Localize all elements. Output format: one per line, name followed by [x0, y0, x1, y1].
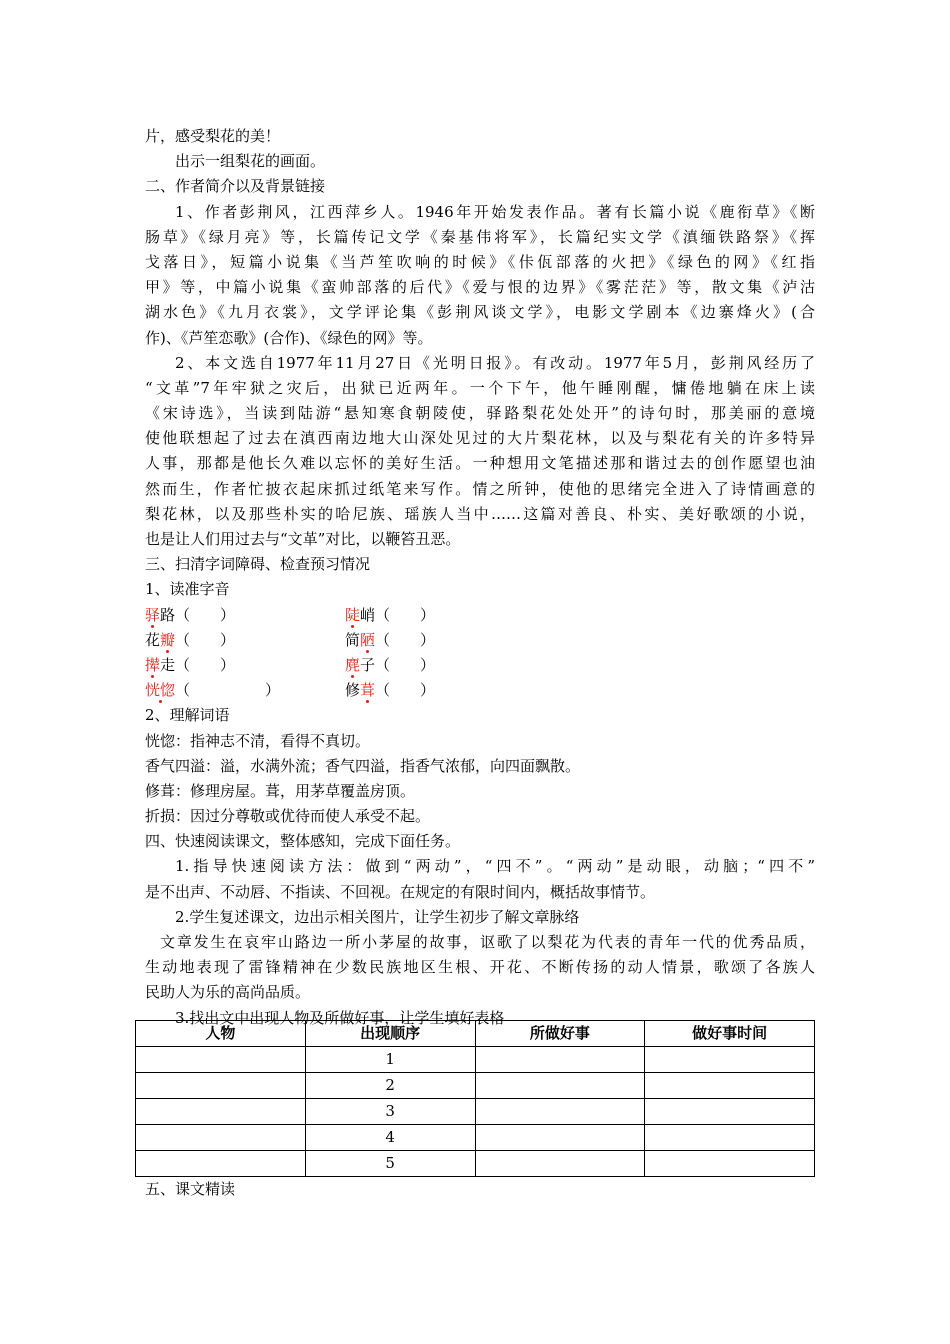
table-cell: 4	[305, 1125, 475, 1151]
text-line: 民助人为乐的高尚品质。	[145, 983, 311, 1002]
table-cell	[136, 1099, 306, 1125]
subsection-heading: 1、读准字音	[145, 580, 230, 599]
text-line: 作)、《芦笙恋歌》(合作)、《绿色的网》等。	[145, 328, 433, 347]
text-line: 香气四溢：溢，水满外流；香气四溢，指香气浓郁，向四面飘散。	[145, 756, 581, 775]
text-line: “文革”7年牢狱之灾后，出狱已近两年。一个下午，他午睡刚醒，慵倦地躺在床上读	[145, 378, 815, 397]
table-cell	[136, 1047, 306, 1073]
text-line: 也是让人们用过去与“文革”对比，以鞭笞丑恶。	[145, 530, 461, 548]
table-cell	[475, 1073, 645, 1099]
table-cell	[136, 1151, 306, 1177]
pronunciation-item: 花瓣（ ）	[145, 630, 236, 649]
subsection-heading: 2、理解词语	[145, 706, 230, 725]
text-line: 文章发生在哀牢山路边一所小茅屋的故事，讴歌了以梨花为代表的青年一代的优秀品质，	[160, 933, 815, 951]
table-cell	[136, 1125, 306, 1151]
text-line: 生动地表现了雷锋精神在少数民族地区生根、开花、不断传扬的动人情景，歌颂了各族人	[145, 958, 815, 977]
text-line: 然而生，作者忙披衣起床抓过纸笔来写作。情之所钟，使他的思绪完全进入了诗情画意的	[145, 479, 815, 498]
document-body	[145, 124, 815, 1031]
section-heading: 三、扫清字词障碍、检查预习情况	[145, 555, 371, 574]
table-cell	[475, 1151, 645, 1177]
text-line: 甲》等，中篇小说集《蛮帅部落的后代》《爱与恨的边界》《雾茫茫》等，散文集《泸沽	[145, 278, 815, 297]
table-row	[136, 1151, 815, 1177]
table-row	[136, 1125, 815, 1151]
text-line: 修葺：修理房屋。葺，用茅草覆盖房顶。	[145, 781, 416, 800]
section-heading: 二、作者简介以及背景链接	[145, 177, 326, 196]
task-table	[135, 1020, 815, 1177]
text-line: 2、本文选自1977年11月27日《光明日报》。有改动。1977年5月，彭荆风经历了	[175, 353, 815, 372]
text-line: 是不出声、不动唇、不指读、不回视。在规定的有限时间内，概括故事情节。	[145, 882, 656, 901]
text-line: 使他联想起了过去在滇西南边地大山深处见过的大片梨花林，以及与梨花有关的许多特异	[145, 429, 815, 448]
table-row	[136, 1073, 815, 1099]
text-line: 片，感受梨花的美！	[145, 127, 281, 145]
table-cell: 5	[305, 1151, 475, 1177]
table-cell	[645, 1047, 815, 1073]
table-cell	[645, 1099, 815, 1125]
table-cell	[645, 1151, 815, 1177]
pronunciation-item: 恍惚（ ）	[145, 681, 281, 700]
table-cell	[136, 1073, 306, 1099]
table-cell: 3	[305, 1099, 475, 1125]
text-line: 1、作者彭荆风，江西萍乡人。1946年开始发表作品。著有长篇小说《鹿衔草》《断	[175, 202, 815, 221]
pronunciation-item: 陡峭（ ）	[345, 605, 436, 624]
table-row	[136, 1047, 815, 1073]
text-line: 1.指导快速阅读方法：做到“两动”，“四不”。“两动”是动眼，动脑；“四不”	[175, 857, 815, 876]
table-row	[136, 1099, 815, 1125]
text-line: 《宋诗选》，当读到陆游“悬知寒食朝陵使，驿路梨花处处开”的诗句时，那美丽的意境	[145, 404, 815, 423]
pronunciation-row	[145, 628, 815, 653]
text-line: 湖水色》《九月衣裳》，文学评论集《彭荆风谈文学》，电影文学剧本《边寨烽火》(合	[145, 303, 815, 322]
pronunciation-row	[145, 678, 815, 703]
table-header-cell: 人物	[136, 1021, 306, 1047]
pronunciation-item: 撵走（ ）	[145, 655, 236, 674]
text-line: 梨花林，以及那些朴实的哈尼族、瑶族人当中……这篇对善良、朴实、美好歌颂的小说，	[145, 504, 815, 523]
table-cell	[645, 1125, 815, 1151]
table-cell: 1	[305, 1047, 475, 1073]
text-line: 折损：因过分尊敬或优待而使人承受不起。	[145, 807, 431, 826]
pronunciation-item: 驿路（ ）	[145, 605, 236, 624]
pronunciation-item: 修葺（ ）	[345, 681, 436, 700]
pronunciation-item: 麂子（ ）	[345, 655, 436, 674]
section-heading: 五、课文精读	[145, 1180, 236, 1198]
text-line: 出示一组梨花的画面。	[175, 152, 326, 171]
table-cell: 2	[305, 1073, 475, 1099]
text-line: 3.找出文中出现人物及所做好事，让学生填好表格	[175, 1008, 505, 1027]
pronunciation-row	[145, 603, 815, 628]
table-cell	[475, 1099, 645, 1125]
section-heading: 四、快速阅读课文，整体感知，完成下面任务。	[145, 832, 461, 851]
pronunciation-row	[145, 653, 815, 678]
table-cell	[475, 1047, 645, 1073]
table-cell	[475, 1125, 645, 1151]
text-line: 恍惚：指神志不清，看得不真切。	[145, 731, 371, 750]
pronunciation-item: 简陋（ ）	[345, 630, 436, 649]
table-header-cell: 做好事时间	[645, 1021, 815, 1047]
table-cell	[645, 1073, 815, 1099]
table-header-row	[136, 1021, 815, 1047]
table-header-cell: 所做好事	[475, 1021, 645, 1047]
text-line: 人事，那都是他长久难以忘怀的美好生活。一种想用文笔描述那和谐过去的创作愿望也油	[145, 454, 815, 473]
text-line: 2.学生复述课文，边出示相关图片，让学生初步了解文章脉络	[175, 907, 580, 926]
table-header-cell: 出现顺序	[305, 1021, 475, 1047]
text-line: 戈落日》，短篇小说集《当芦笙吹响的时候》《佧佤部落的火把》《绿色的网》《红指	[145, 252, 815, 271]
text-line: 肠草》《绿月亮》等，长篇传记文学《秦基伟将军》，长篇纪实文学《滇缅铁路祭》《挥	[145, 227, 815, 246]
